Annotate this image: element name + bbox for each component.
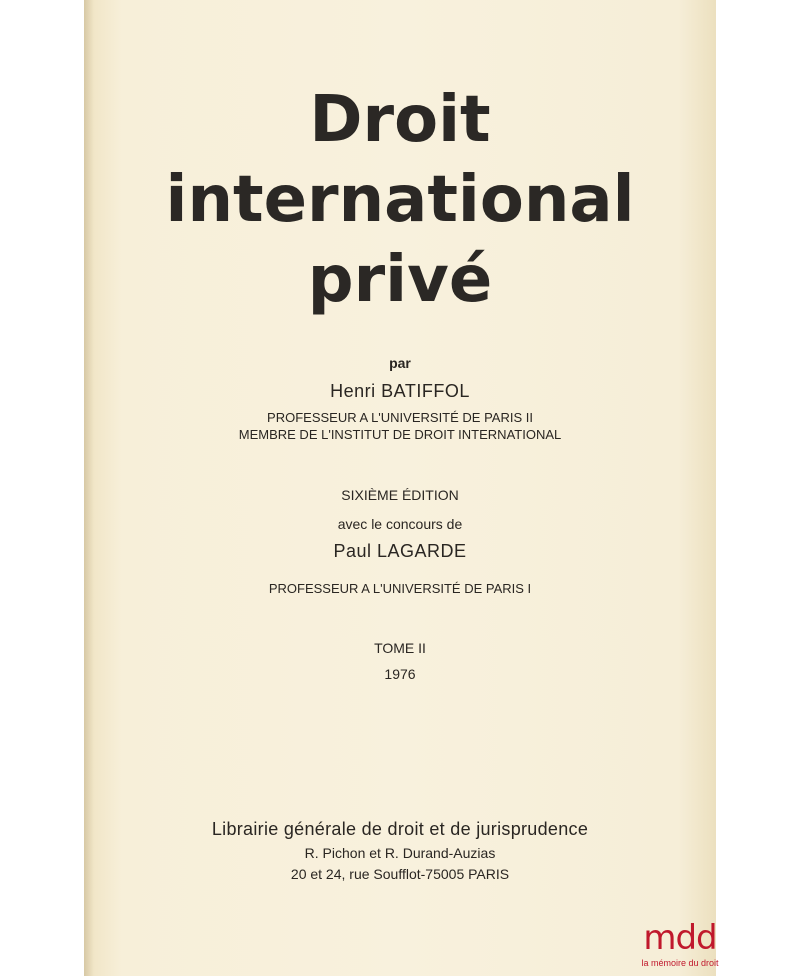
coauthor-affiliation: PROFESSEUR A L'UNIVERSITÉ DE PARIS I (268, 581, 532, 596)
author-affiliation-2: MEMBRE DE L'INSTITUT DE DROIT INTERNATIONAL (238, 427, 562, 442)
publisher-address: 20 et 24, rue Soufflot-75005 PARIS (290, 866, 510, 882)
mdd-logo-mark: mdd (643, 918, 717, 958)
mdd-logo (636, 918, 724, 976)
publication-year: 1976 (384, 666, 416, 682)
by-label: par (389, 355, 411, 371)
author-name: Henri BATIFFOL (330, 381, 470, 401)
author-affiliation-1: PROFESSEUR A L'UNIVERSITÉ DE PARIS II (267, 410, 533, 425)
contribution-note: avec le concours de (337, 516, 463, 532)
edition-label: SIXIÈME ÉDITION (341, 487, 459, 503)
publisher-owners: R. Pichon et R. Durand-Auzias (304, 845, 496, 861)
volume-label: TOME II (374, 640, 426, 656)
book-title-line-3: privé (307, 243, 493, 317)
mdd-logo-tagline: la mémoire du droit (641, 958, 719, 968)
book-title-line-2: international (165, 163, 635, 237)
publisher-name: Librairie générale de droit et de jurisprudence (211, 819, 589, 839)
title-page (84, 0, 716, 976)
book-title-line-1: Droit (309, 83, 491, 157)
coauthor-name: Paul LAGARDE (333, 541, 467, 561)
